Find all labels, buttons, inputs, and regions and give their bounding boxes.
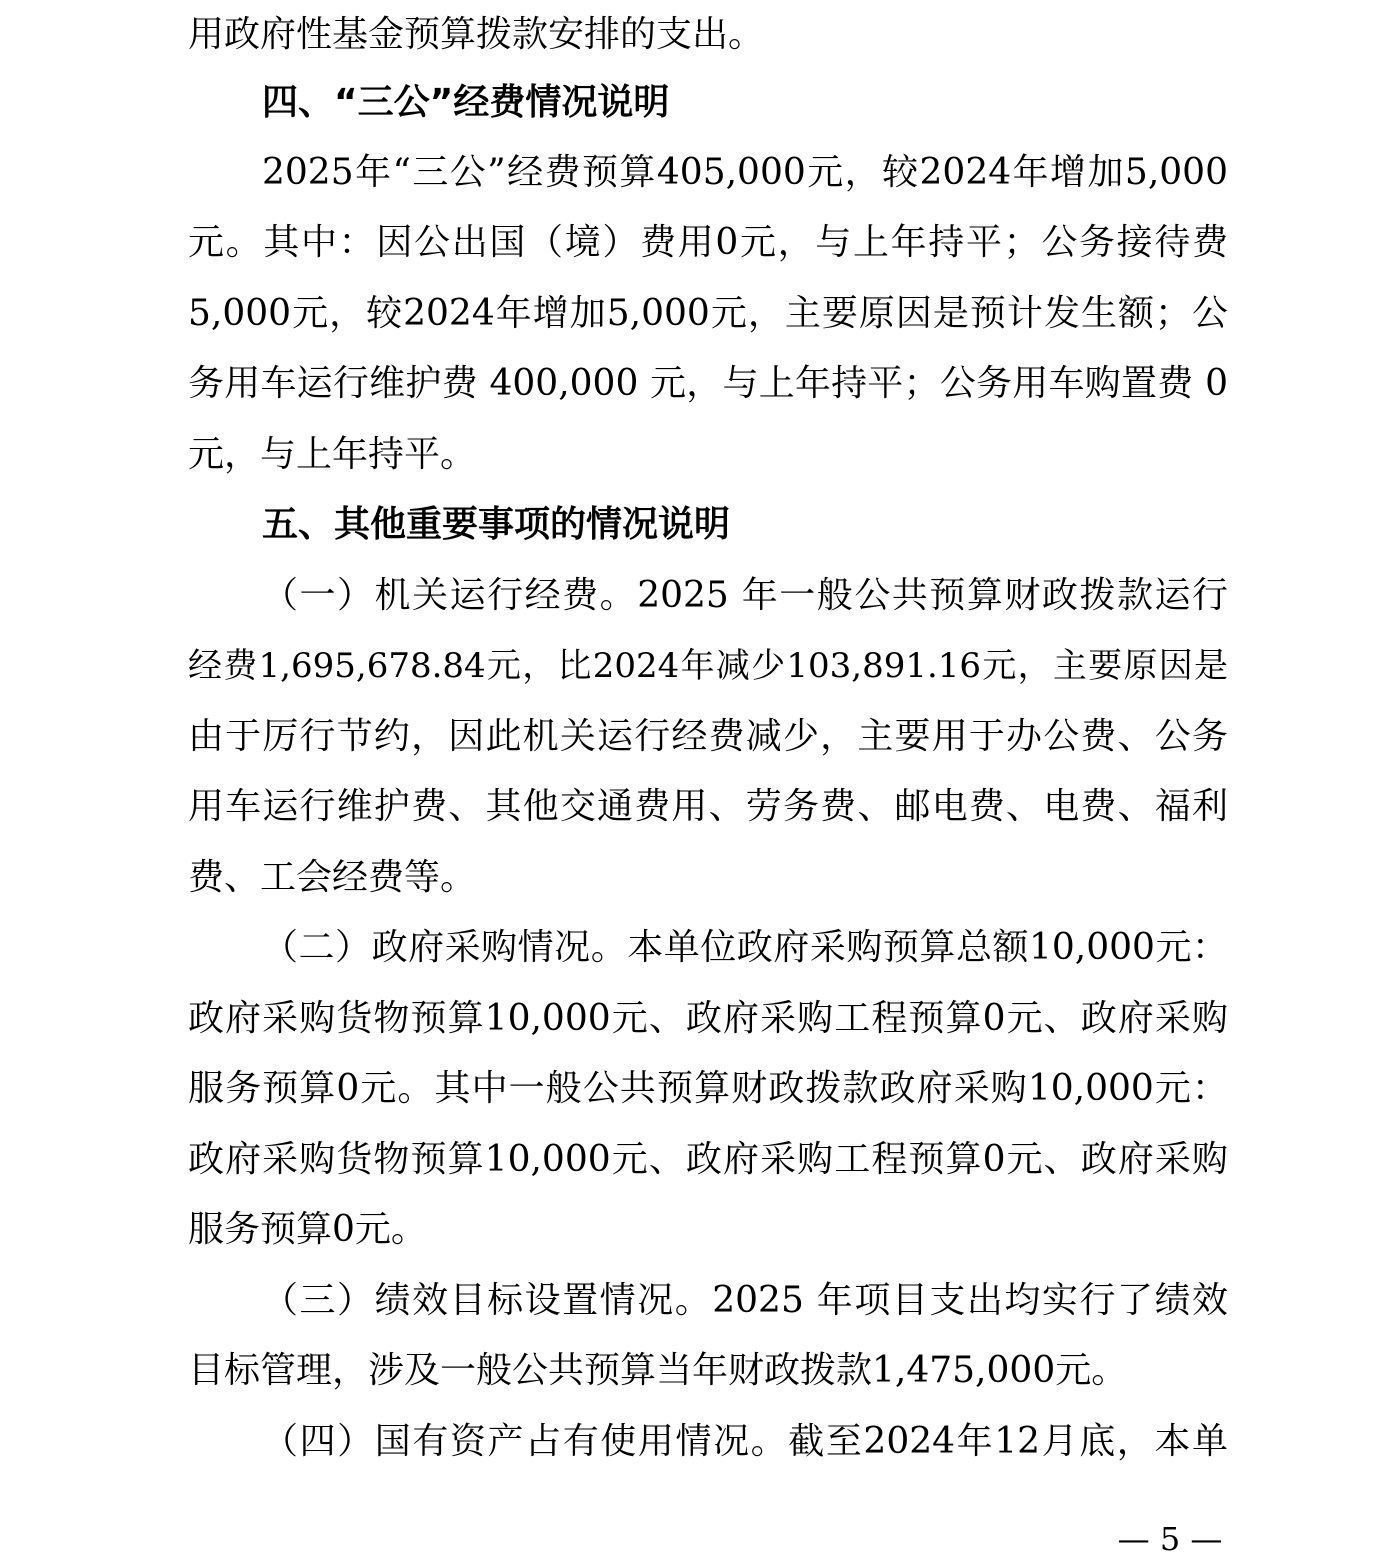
paragraph-line: 务用车运行维护费 400,000 元，与上年持平；公务用车购置费 0 <box>188 363 1228 404</box>
paragraph-line: 2025年“三公”经费预算405,000元，较2024年增加5,000 <box>262 152 1228 193</box>
paragraph-line: （二）政府采购情况。本单位政府采购预算总额10,000元： <box>262 927 1228 968</box>
paragraph-line: 经费1,695,678.84元，比2024年减少103,891.16元，主要原因是 <box>188 646 1228 686</box>
paragraph-line: 费、工会经费等。 <box>188 857 477 898</box>
paragraph-line: 目标管理，涉及一般公共预算当年财政拨款1,475,000元。 <box>188 1350 1128 1391</box>
section-heading-three-public: 四、“三公”经费情况说明 <box>262 82 670 123</box>
paragraph-line: 5,000元，较2024年增加5,000元，主要原因是预计发生额；公 <box>188 293 1228 334</box>
paragraph-line: （三）绩效目标设置情况。2025 年项目支出均实行了绩效 <box>262 1280 1228 1321</box>
paragraph-line: （一）机关运行经费。2025 年一般公共预算财政拨款运行 <box>262 575 1228 616</box>
paragraph-line: 用政府性基金预算拨款安排的支出。 <box>188 14 765 55</box>
paragraph-line: 元，与上年持平。 <box>188 434 477 475</box>
paragraph-line: 服务预算0元。 <box>188 1209 427 1250</box>
paragraph-line: （四）国有资产占有使用情况。截至2024年12月底，本单 <box>262 1421 1228 1462</box>
paragraph-line: 用车运行维护费、其他交通费用、劳务费、邮电费、电费、福利 <box>188 786 1228 827</box>
section-heading-other-matters: 五、其他重要事项的情况说明 <box>262 504 731 545</box>
page-number: — 5 — <box>1117 1520 1223 1558</box>
paragraph-line: 由于厉行节约，因此机关运行经费减少，主要用于办公费、公务 <box>188 716 1228 757</box>
paragraph-line: 政府采购货物预算10,000元、政府采购工程预算0元、政府采购 <box>188 998 1228 1039</box>
paragraph-line: 服务预算0元。其中一般公共预算财政拨款政府采购10,000元： <box>188 1068 1228 1109</box>
paragraph-line: 政府采购货物预算10,000元、政府采购工程预算0元、政府采购 <box>188 1139 1228 1180</box>
paragraph-line: 元。其中：因公出国（境）费用0元，与上年持平；公务接待费 <box>188 222 1228 263</box>
